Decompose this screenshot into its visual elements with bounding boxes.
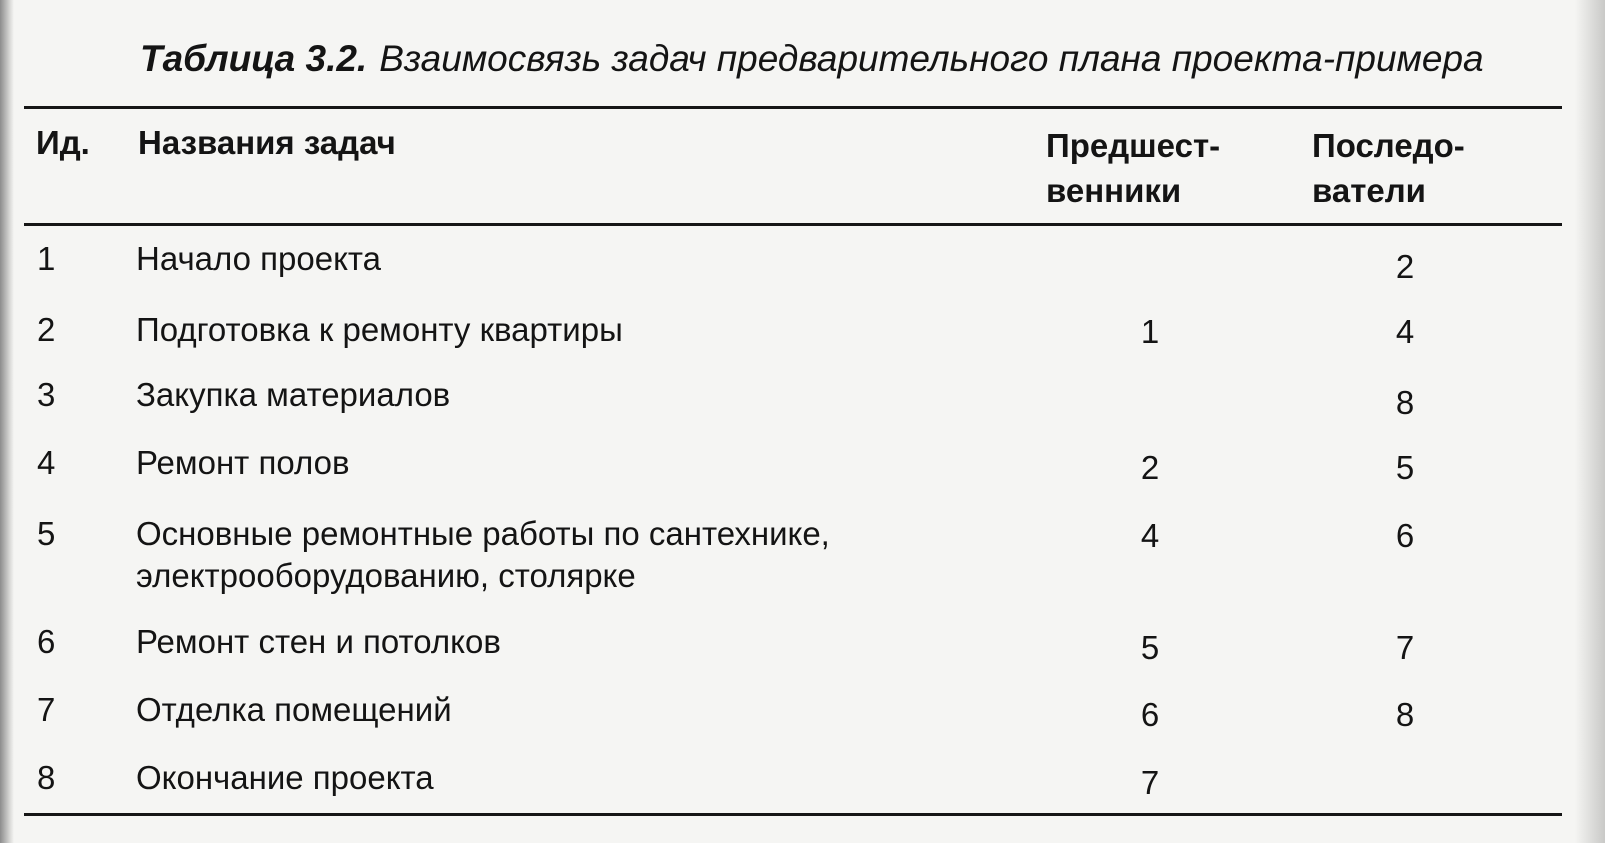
row-successors: 6 <box>1395 517 1415 554</box>
row-task-name-line1: Подготовка к ремонту квартиры <box>136 311 623 348</box>
row-id: 3 <box>37 376 56 413</box>
row-task-name <box>136 689 986 731</box>
table-bottom-rule <box>24 813 1562 816</box>
table-caption-text: Взаимосвязь задач предварительного плана проекта-примера <box>379 38 1484 79</box>
row-successors: 8 <box>1395 384 1415 421</box>
row-predecessors: 1 <box>1140 313 1160 350</box>
row-task-name <box>136 757 986 799</box>
row-task-name <box>136 374 986 416</box>
header-task-name: Названия задач <box>138 124 396 161</box>
row-task-name-line1: Ремонт стен и потолков <box>136 623 501 660</box>
row-id: 4 <box>37 444 56 481</box>
row-task-name <box>136 442 986 484</box>
row-successors: 7 <box>1395 629 1415 666</box>
row-task-name <box>136 513 986 597</box>
row-id: 2 <box>37 311 56 348</box>
row-successors: 2 <box>1395 248 1415 285</box>
header-predecessors <box>1046 123 1220 213</box>
row-successors: 4 <box>1395 313 1415 350</box>
row-task-name-line1: Окончание проекта <box>136 759 434 796</box>
row-task-name-line1: Отделка помещений <box>136 691 452 728</box>
row-task-name <box>136 309 986 351</box>
scan-shadow-right <box>1575 0 1605 843</box>
table-top-rule <box>24 106 1562 109</box>
row-task-name <box>136 238 986 280</box>
row-predecessors: 5 <box>1140 629 1160 666</box>
row-task-name-line1: Начало проекта <box>136 240 381 277</box>
row-id: 7 <box>37 691 56 728</box>
row-id: 6 <box>37 623 56 660</box>
row-predecessors: 4 <box>1140 517 1160 554</box>
table-header-rule <box>24 223 1562 226</box>
row-successors: 8 <box>1395 696 1415 733</box>
header-id: Ид. <box>36 124 90 161</box>
header-successors-line1: Последо- <box>1312 127 1465 164</box>
row-predecessors: 7 <box>1140 764 1160 801</box>
row-id: 1 <box>37 240 56 277</box>
row-task-name-line2: электрооборудованию, столярке <box>136 557 636 594</box>
row-predecessors: 2 <box>1140 449 1160 486</box>
table-caption-label: Таблица 3.2. <box>140 38 368 79</box>
header-predecessors-line1: Предшест- <box>1046 127 1221 164</box>
row-task-name-line1: Основные ремонтные работы по сантехнике, <box>136 515 830 552</box>
header-successors <box>1312 123 1465 213</box>
row-task-name-line1: Ремонт полов <box>136 444 350 481</box>
header-predecessors-line2: венники <box>1046 172 1182 209</box>
row-task-name-line1: Закупка материалов <box>136 376 451 413</box>
row-id: 8 <box>37 759 56 796</box>
row-successors: 5 <box>1395 449 1415 486</box>
table-caption <box>140 38 1484 80</box>
scan-shadow-left <box>0 0 14 843</box>
row-id: 5 <box>37 515 56 552</box>
header-successors-line2: ватели <box>1312 172 1426 209</box>
row-task-name <box>136 621 986 663</box>
row-predecessors: 6 <box>1140 696 1160 733</box>
